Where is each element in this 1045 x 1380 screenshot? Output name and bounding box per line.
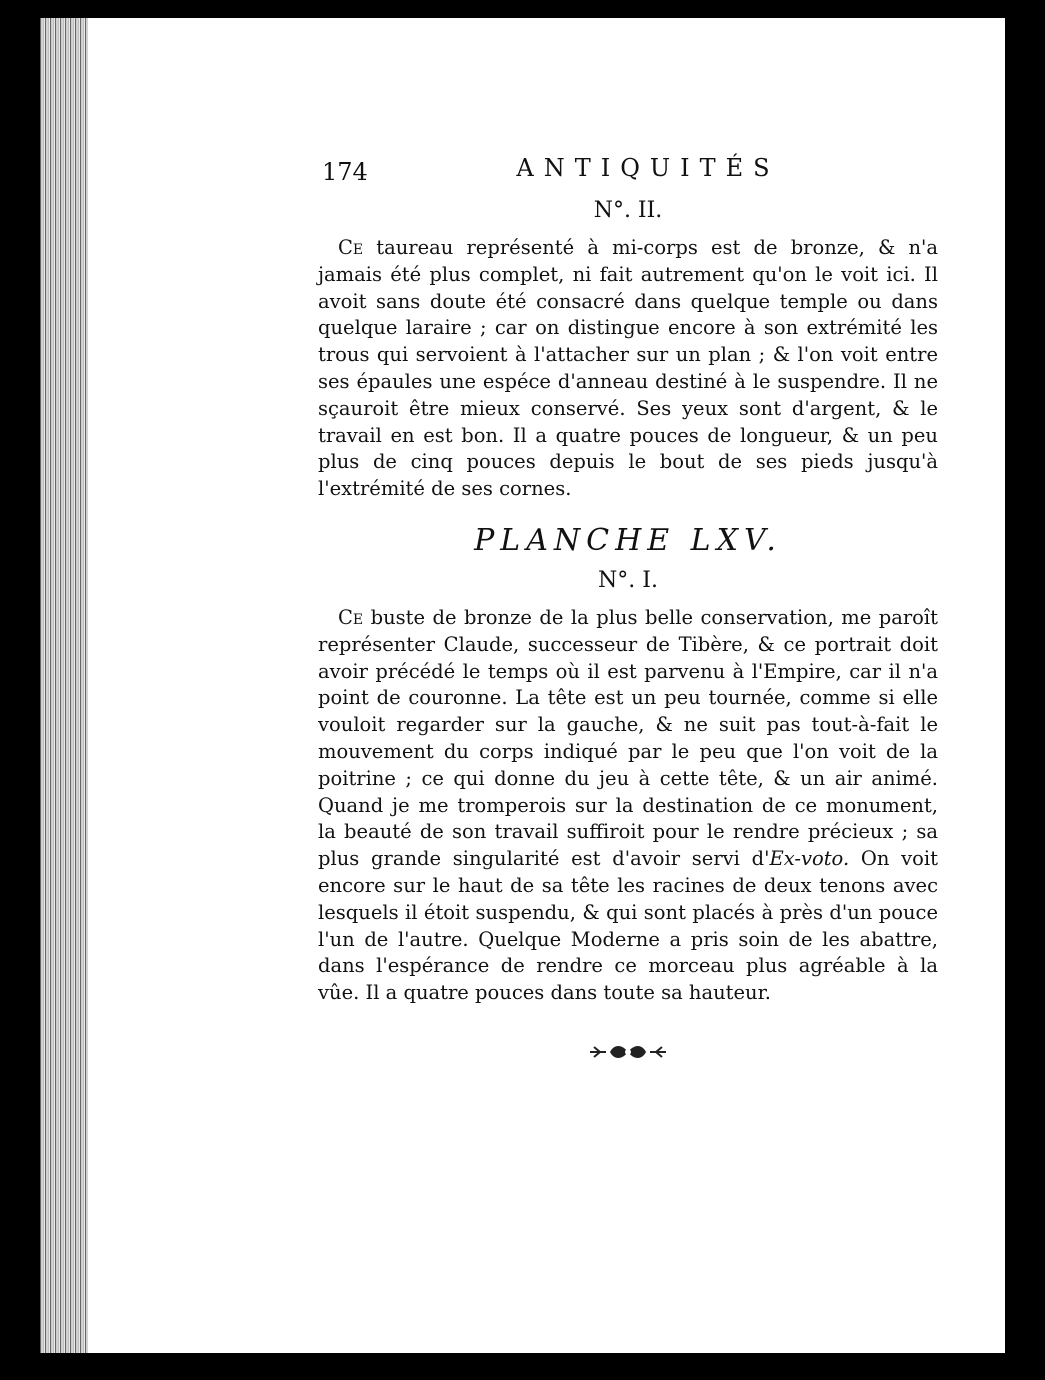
page-content [318,148,938,1069]
fleuron-ornament-icon [318,1041,938,1069]
running-head [318,148,938,192]
lead-word: Ce [338,236,364,259]
paragraph-bull [318,235,938,503]
section-number-heading: N°. I. [598,567,658,593]
lead-word: Ce [338,605,364,629]
running-title: ANTIQUITÉS [516,154,780,182]
paragraph-text: On voit encore sur le haut de sa tête les racines de deux tenons avec lesquels il étoit suspendu, & qui sont placés à près d'un pouce l'un de l'autre. Quelque Moderne a pris soin de les abattre, dans l'espérance de rendre ce morceau plus agréable à la vûe. Il a quatre pouces dans toute sa hauteur. [318,847,938,1005]
plate-heading: PLANCHE LXV. [474,522,782,558]
page-number: 174 [322,158,368,186]
book-page [40,18,1005,1353]
paragraph-bust [318,605,938,1007]
paragraph-text: buste de bronze de la plus belle conservation, me paroît représenter Claude, successeur de Tibère, & ce portrait doit avoir précédé le temps où il est parvenu à l'Empire, car il n'a point de couronne. La tête est un peu tournée, comme si elle vouloit regarder sur la gauche, & ne suit pas tout-à-fait le mouvement du corps indiqué par le peu que l'on voit de la poitrine ; ce qui donne du jeu à cette tête, & un air animé. Quand je me tromperois sur la destination de ce monument, la beauté de son travail suffiroit pour le rendre précieux ; sa plus grande singularité est d'avoir servi d' [318,605,938,871]
paragraph-text: taureau représenté à mi-corps est de bronze, & n'a jamais été plus complet, ni fait autrement qu'on le voit ici. Il avoit sans doute été consacré dans quelque temple ou dans quelque laraire ; car on distingue encore à son extrémité les trous qui servoient à l'attacher sur un plan ; & l'on voit entre ses épaules une espéce d'anneau destiné à le suspendre. Il ne sçauroit être mieux conservé. Ses yeux sont d'argent, & le travail en est bon. Il a quatre pouces de longueur, & un peu plus de cinq pouces depuis le bout de ses pieds jusqu'à l'extrémité de ses cornes. [318,236,938,501]
italic-term: Ex-voto. [769,847,850,871]
section-number-heading: N°. II. [593,198,663,223]
binding-edge [40,18,88,1353]
